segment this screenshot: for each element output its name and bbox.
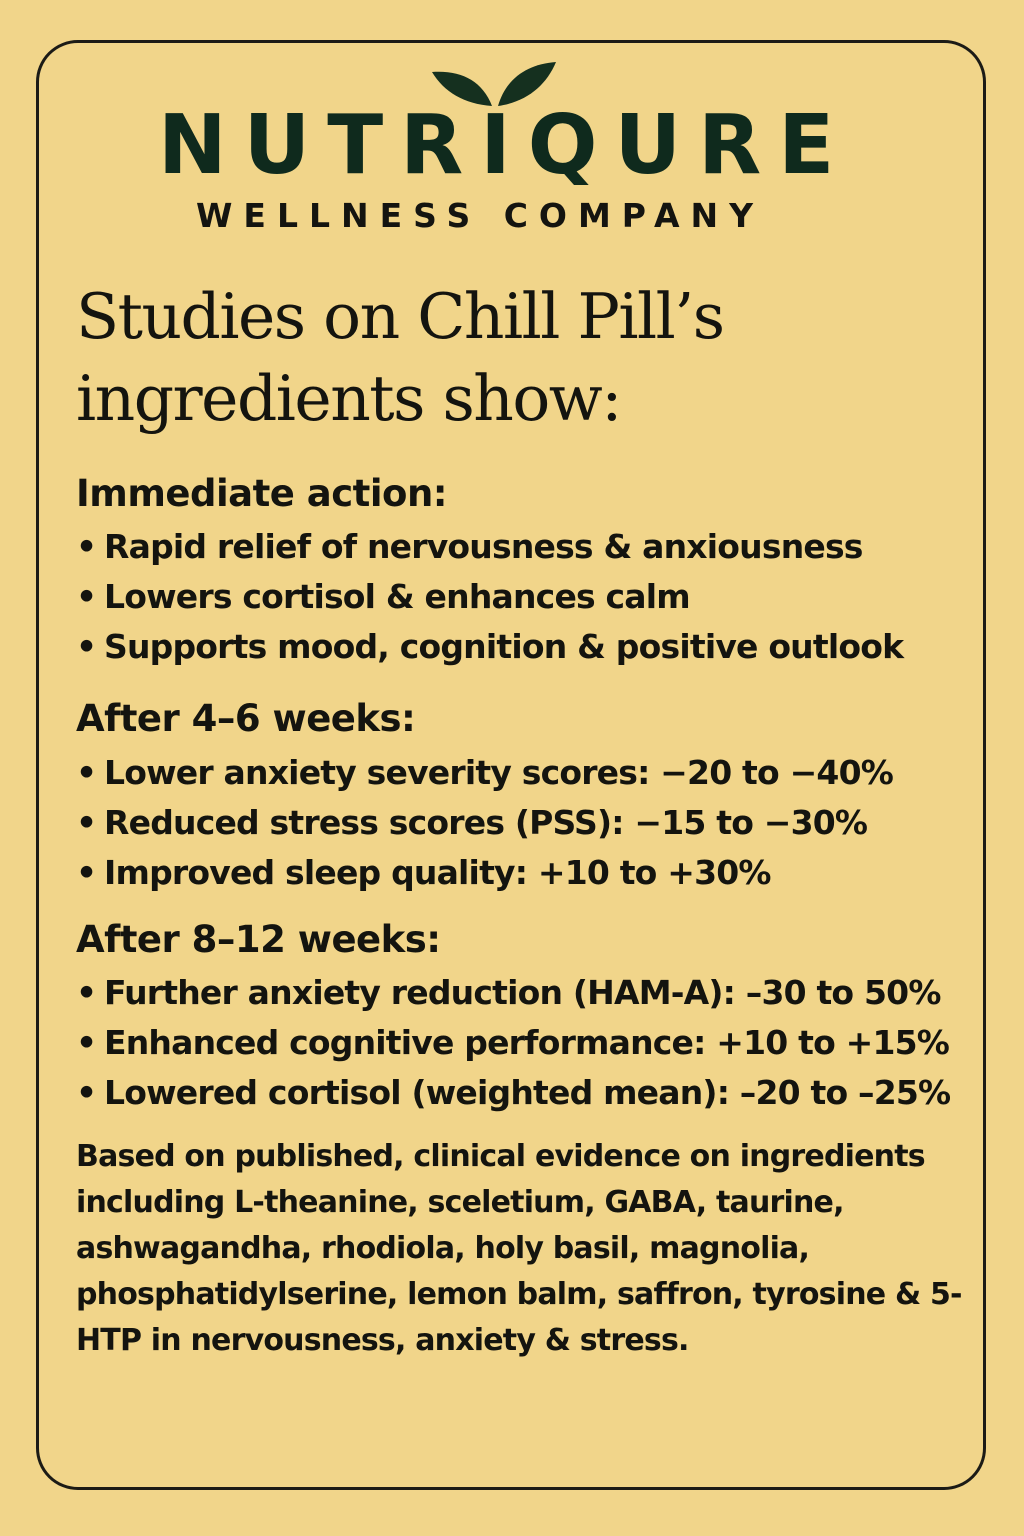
list-item-text: Further anxiety reduction (HAM-A): –30 to 50%: [104, 973, 941, 1012]
list-item: [76, 1018, 950, 1068]
list-item-text: Lowers cortisol & enhances calm: [104, 577, 690, 616]
list-item: [76, 572, 903, 622]
list-item: [76, 798, 893, 848]
page-headline: Studies on Chill Pill’s ingredients show:: [76, 280, 724, 435]
bullet-dot: •: [76, 1023, 97, 1062]
section-title-8-12-weeks: After 8–12 weeks:: [76, 918, 441, 961]
bullet-list-immediate: [76, 522, 903, 672]
list-item: [76, 522, 903, 572]
list-item: [76, 1068, 950, 1118]
bullet-dot: •: [76, 577, 97, 616]
bullet-list-4-6-weeks: [76, 748, 893, 898]
list-item-text: Lower anxiety severity scores: −20 to −40%: [104, 753, 894, 792]
list-item: [76, 622, 903, 672]
section-title-4-6-weeks: After 4–6 weeks:: [76, 697, 416, 740]
list-item: [76, 848, 893, 898]
list-item-text: Rapid relief of nervousness & anxiousness: [104, 527, 863, 566]
list-item-text: Enhanced cognitive performance: +10 to +15%: [104, 1023, 950, 1062]
bullet-dot: •: [76, 803, 97, 842]
list-item-text: Lowered cortisol (weighted mean): –20 to –25%: [104, 1073, 951, 1112]
brand-tagline: WELLNESS COMPANY: [196, 196, 765, 235]
list-item: [76, 968, 950, 1018]
list-item-text: Reduced stress scores (PSS): −15 to −30%: [104, 803, 868, 842]
bullet-dot: •: [76, 853, 97, 892]
bullet-dot: •: [76, 627, 97, 666]
section-title-immediate: Immediate action:: [76, 472, 448, 515]
bullet-dot: •: [76, 527, 97, 566]
bullet-dot: •: [76, 1073, 97, 1112]
bullet-list-8-12-weeks: [76, 968, 950, 1118]
bullet-dot: •: [76, 973, 97, 1012]
brand-name: NUTRIQURE: [158, 98, 852, 193]
list-item: [76, 748, 893, 798]
bullet-dot: •: [76, 753, 97, 792]
evidence-footnote: Based on published, clinical evidence on ingredients including L-theanine, sceletium, GABA, taurine, ashwagandha, rhodiola, holy basil, magnolia, phosphatidylserine, lemon balm, saffron, tyrosine & 5-HTP in nervousness, anxiety & stress.: [76, 1139, 962, 1358]
list-item-text: Supports mood, cognition & positive outlook: [104, 627, 904, 666]
list-item-text: Improved sleep quality: +10 to +30%: [104, 853, 771, 892]
brand-logo: [0, 58, 1024, 248]
